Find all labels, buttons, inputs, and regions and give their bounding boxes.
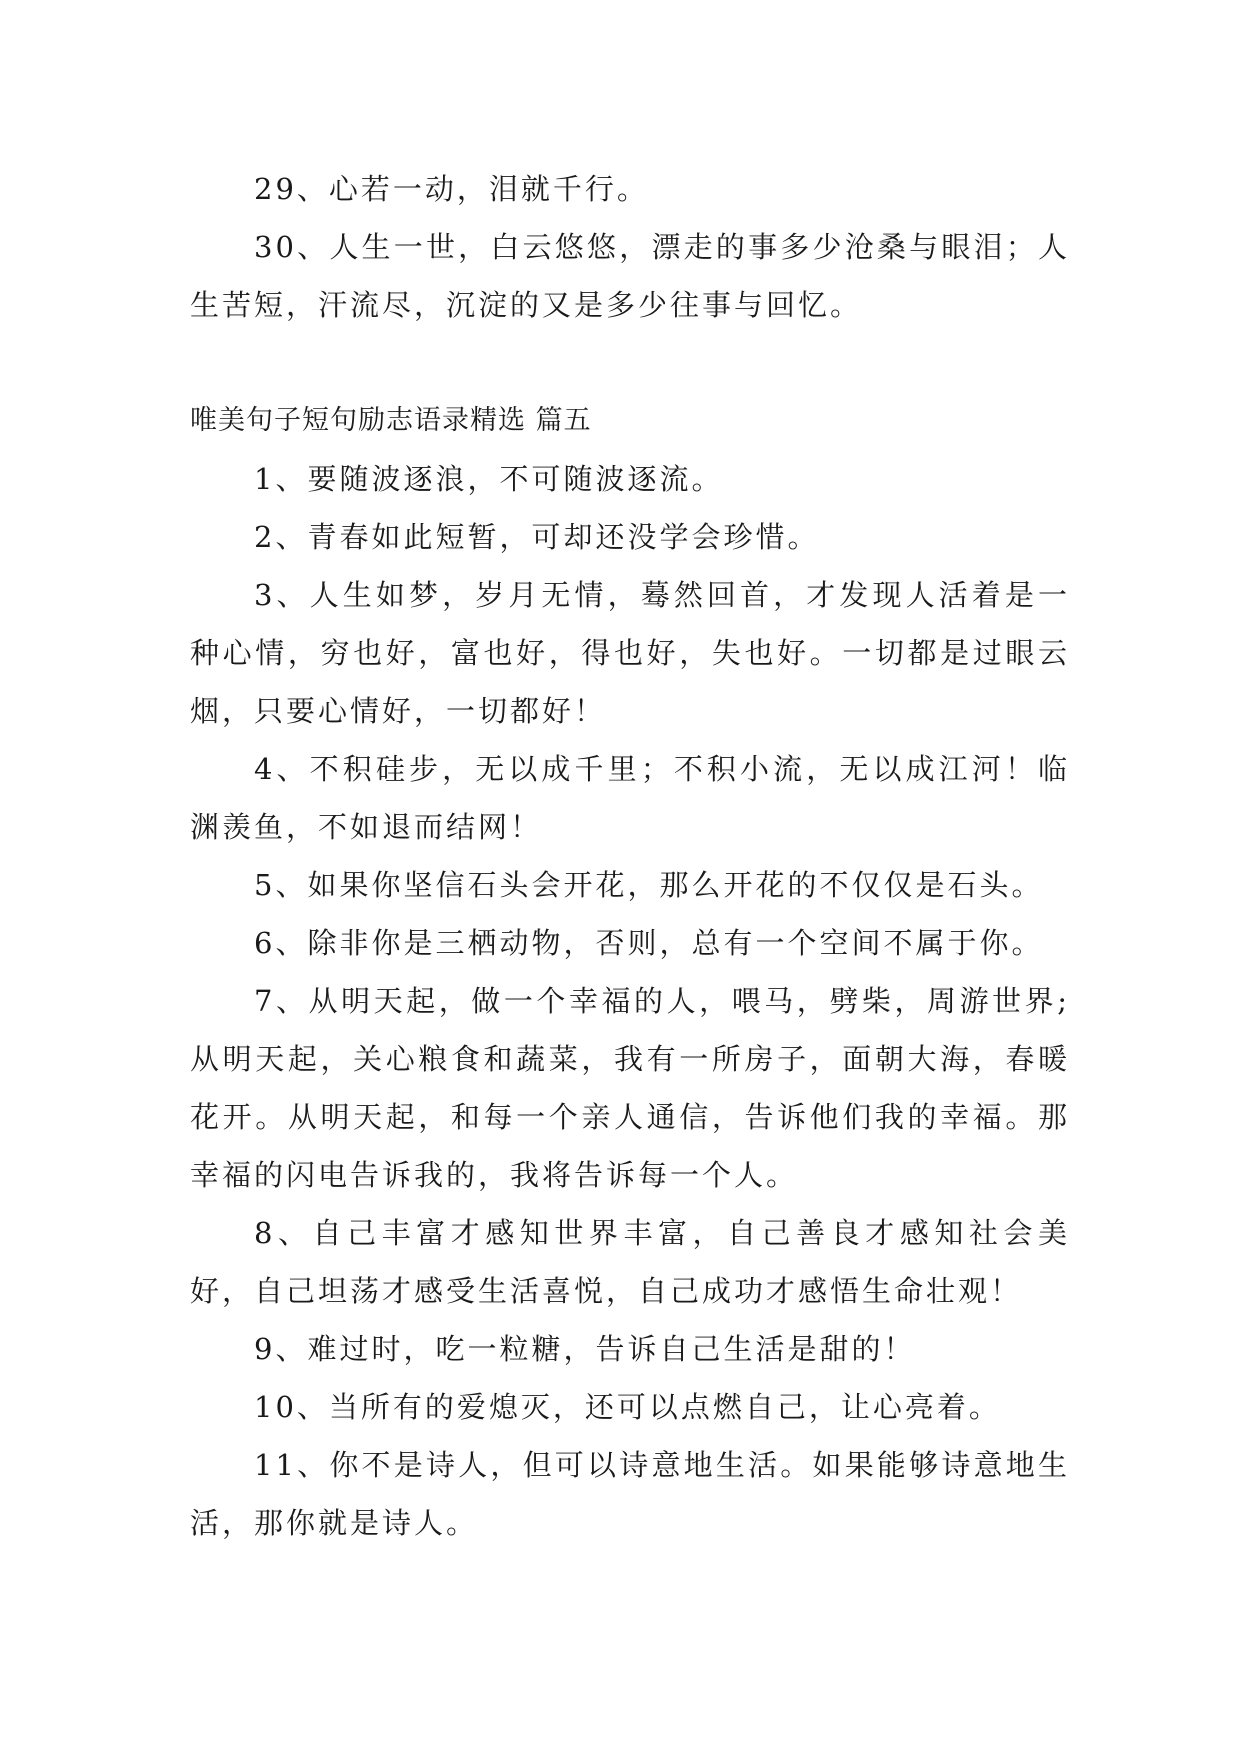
list-item: 1、要随波逐浪，不可随波逐流。 bbox=[254, 462, 724, 496]
list-item: 2、青春如此短暂，可却还没学会珍惜。 bbox=[254, 520, 820, 554]
list-item: 7、从明天起，做一个幸福的人，喂马，劈柴，周游世界;从明天起，关心粮食和蔬菜，我有一所房子，面朝大海，春暖花开。从明天起，和每一个亲人通信，告诉他们我的幸福。那幸福的闪电告诉我的，我将告诉每一个人。 bbox=[190, 984, 1070, 1192]
section-title: 唯美句子短句励志语录精选 篇五 bbox=[190, 405, 592, 436]
list-item: 8、自己丰富才感知世界丰富，自己善良才感知社会美好，自己坦荡才感受生活喜悦，自己成功才感悟生命壮观！ bbox=[190, 1216, 1070, 1308]
list-item: 6、除非你是三栖动物，否则，总有一个空间不属于你。 bbox=[254, 926, 1044, 960]
list-item: 10、当所有的爱熄灭，还可以点燃自己，让心亮着。 bbox=[254, 1390, 1001, 1424]
list-item: 30、人生一世，白云悠悠，漂走的事多少沧桑与眼泪；人生苦短，汗流尽，沉淀的又是多少往事与回忆。 bbox=[190, 230, 1070, 322]
list-item: 11、你不是诗人，但可以诗意地生活。如果能够诗意地生活，那你就是诗人。 bbox=[190, 1448, 1070, 1540]
list-item: 5、如果你坚信石头会开花，那么开花的不仅仅是石头。 bbox=[254, 868, 1044, 902]
list-item: 4、不积硅步，无以成千里；不积小流，无以成江河！临渊羡鱼，不如退而结网！ bbox=[190, 752, 1070, 844]
list-item: 29、心若一动，泪就千行。 bbox=[254, 172, 649, 206]
document-page bbox=[190, 160, 1070, 1552]
list-item: 3、人生如梦，岁月无情，蓦然回首，才发现人活着是一种心情，穷也好，富也好，得也好，失也好。一切都是过眼云烟，只要心情好，一切都好！ bbox=[190, 578, 1070, 728]
section-gap bbox=[190, 334, 1070, 392]
list-item: 9、难过时，吃一粒糖，告诉自己生活是甜的！ bbox=[254, 1332, 916, 1366]
